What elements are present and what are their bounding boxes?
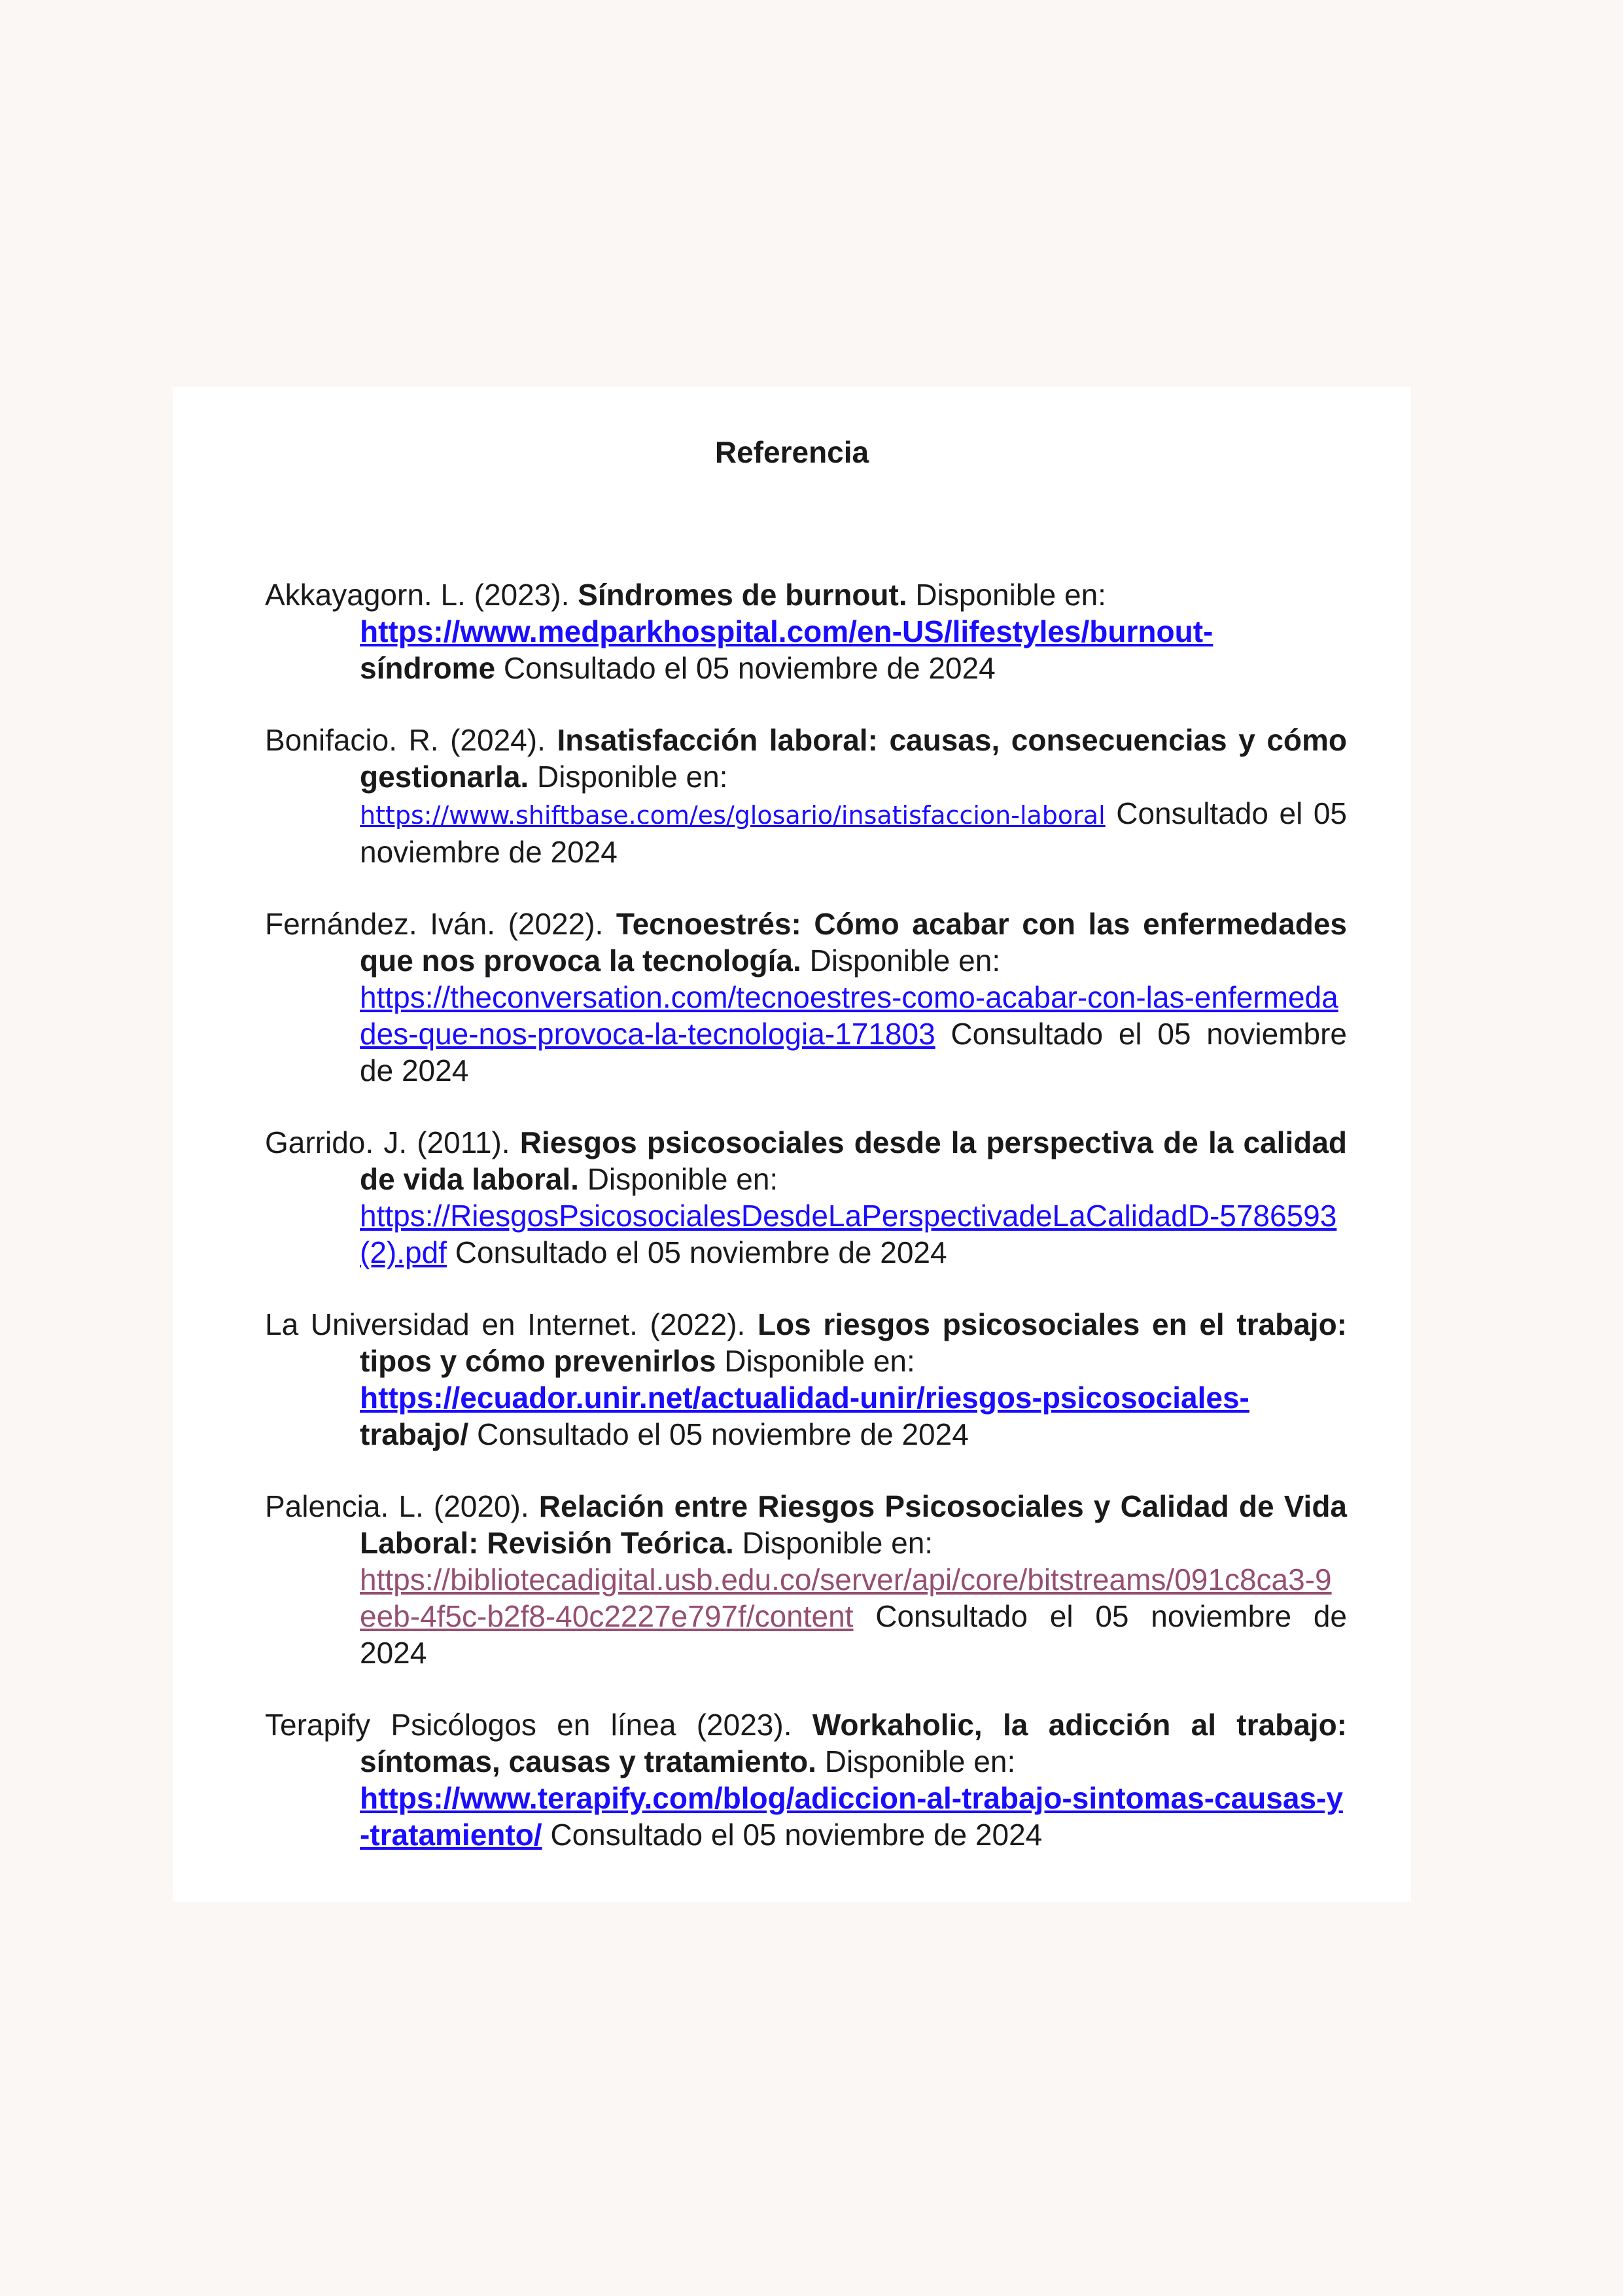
reference-link[interactable]: https://bibliotecadigital.usb.edu.co/server/api/core/bitstreams/091c8ca3-9eeb-4f5c-b2f8-40c2227e797f/content (360, 1563, 1332, 1633)
reference-item (265, 722, 1347, 870)
reference-link[interactable]: https://www.shiftbase.com/es/glosario/insatisfaccion-laboral (360, 801, 1106, 830)
reference-link[interactable]: https://RiesgosPsicosocialesDesdeLaPerspectivadeLaCalidadD-5786593 (2).pdf (360, 1199, 1337, 1269)
reference-available: Disponible en: (809, 944, 1001, 978)
reference-item (265, 1706, 1347, 1853)
reference-title: Workaholic, la adicción al trabajo: síntomas, causas y tratamiento. (360, 1708, 1347, 1778)
reference-title: Relación entre Riesgos Psicosociales y Calidad de Vida Laboral: Revisión Teórica. (360, 1489, 1348, 1560)
reference-author: Fernández. Iván. (2022). (265, 907, 604, 941)
reference-consulted: Consultado el 05 noviembre de 2024 (360, 1599, 1347, 1670)
reference-author: La Universidad en Internet. (2022). (265, 1307, 746, 1341)
reference-title: Tecnoestrés: Cómo acabar con las enfermedades que nos provoca la tecnología. (360, 907, 1347, 978)
reference-consulted: Consultado el 05 noviembre de 2024 (476, 1417, 969, 1451)
reference-consulted: Consultado el 05 noviembre de 2024 (360, 1017, 1347, 1087)
reference-list (265, 576, 1347, 1853)
reference-title: Insatisfacción laboral: causas, consecuencias y cómo gestionarla. (360, 723, 1348, 794)
reference-link[interactable]: https://www.terapify.com/blog/adiccion-al-trabajo-sintomas-causas-y-tratamiento/ (360, 1781, 1343, 1852)
reference-item (265, 1124, 1347, 1271)
reference-available: Disponible en: (587, 1162, 778, 1196)
reference-title: Los riesgos psicosociales en el trabajo: tipos y cómo prevenirlos (360, 1307, 1347, 1378)
reference-author: Akkayagorn. L. (2023). (265, 578, 570, 612)
reference-author: Terapify Psicólogos en línea (2023). (265, 1708, 792, 1742)
reference-available: Disponible en: (742, 1526, 934, 1560)
reference-link[interactable]: https://www.medparkhospital.com/en-US/lifestyles/burnout- (360, 614, 1213, 648)
reference-author: Garrido. J. (2011). (265, 1125, 510, 1159)
reference-link[interactable]: https://ecuador.unir.net/actualidad-unir/riesgos-psicosociales- (360, 1381, 1249, 1415)
reference-available: Disponible en: (724, 1344, 915, 1378)
reference-consulted: Consultado el 05 noviembre de 2024 (550, 1818, 1043, 1852)
reference-link-tail: síndrome (360, 651, 496, 685)
reference-author: Bonifacio. R. (2024). (265, 723, 546, 757)
reference-title: Síndromes de burnout. (578, 578, 907, 612)
reference-link[interactable]: https://theconversation.com/tecnoestres-como-acabar-con-las-enfermedades-que-nos-provoca-la-tecnologia-171803 (360, 980, 1338, 1051)
reference-available: Disponible en: (536, 760, 728, 794)
page-title: Referencia (714, 435, 869, 469)
reference-item (265, 906, 1347, 1089)
reference-item (265, 576, 1347, 686)
reference-available: Disponible en: (824, 1744, 1016, 1778)
reference-consulted: Consultado el 05 noviembre de 2024 (503, 651, 996, 685)
reference-available: Disponible en: (915, 578, 1106, 612)
reference-consulted: Consultado el 05 noviembre de 2024 (455, 1235, 947, 1269)
reference-item (265, 1306, 1347, 1453)
reference-author: Palencia. L. (2020). (265, 1489, 529, 1523)
document-page (173, 387, 1411, 1902)
reference-item (265, 1488, 1347, 1671)
reference-consulted: Consultado el 05 noviembre de 2024 (360, 796, 1348, 869)
reference-title: Riesgos psicosociales desde la perspectiva de la calidad de vida laboral. (360, 1125, 1348, 1196)
reference-link-tail: trabajo/ (360, 1417, 469, 1451)
